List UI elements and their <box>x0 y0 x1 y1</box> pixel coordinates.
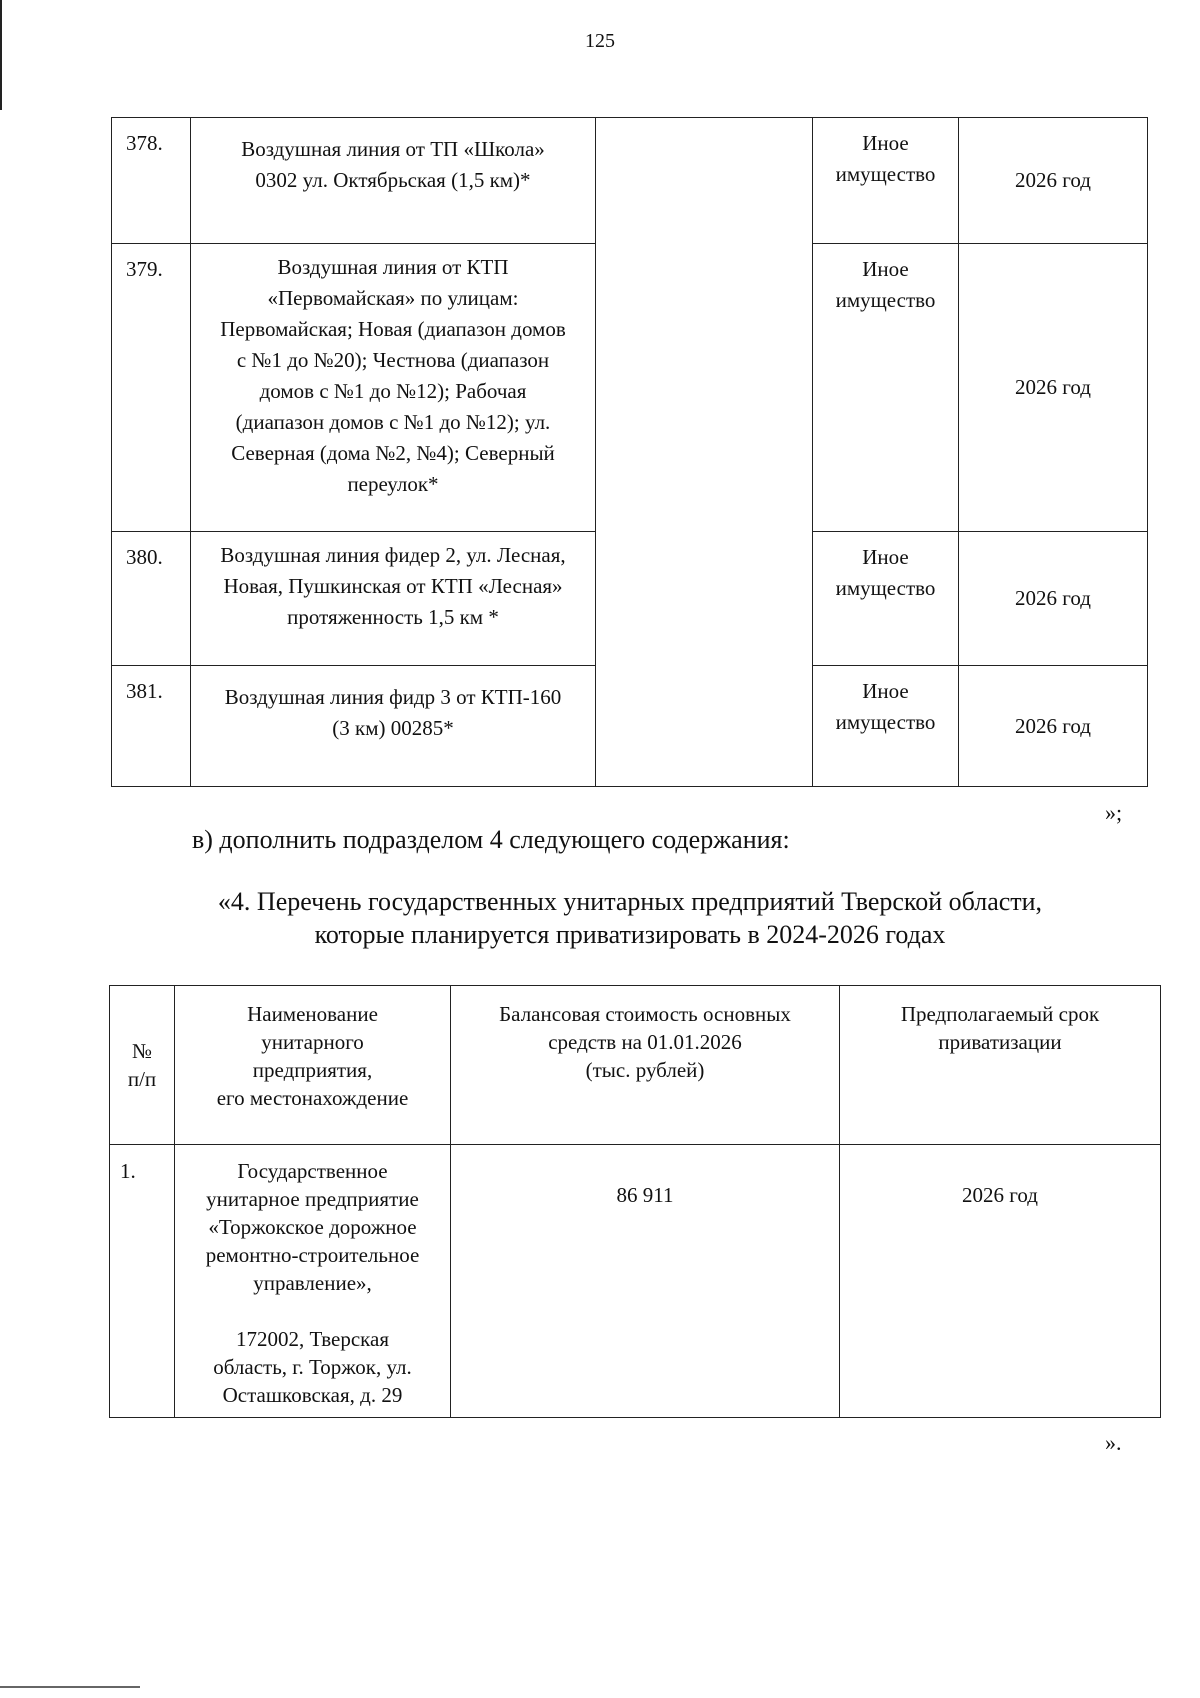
header-name: Наименование унитарного предприятия, его местонахождение <box>175 986 451 1145</box>
row-number: 379. <box>112 244 191 532</box>
subsection-intro: в) дополнить подразделом 4 следующего содержания: <box>192 825 790 854</box>
row-number: 1. <box>110 1145 175 1418</box>
scan-edge-mark <box>0 0 2 110</box>
property-kind: Иное имущество <box>813 244 959 532</box>
property-kind: Иное имущество <box>813 532 959 666</box>
closing-quote: »; <box>1105 800 1123 825</box>
section-title: «4. Перечень государственных унитарных предприятий Тверской области, которые планируется приватизировать в 2024-2026 годах <box>217 887 1043 949</box>
object-name: Воздушная линия от КТП «Первомайская» по улицам: Первомайская; Новая (диапазон домов с №1 до №20); Честнова (диапазон домов с №1 до №12); Рабочая (диапазон домов с №1 до №12); ул. Северная (дома №2, №4); Северный переулок* <box>191 244 596 532</box>
object-name: Воздушная линия фидер 2, ул. Лесная, Новая, Пушкинская от КТП «Лесная» протяженность 1,5 км * <box>191 532 596 666</box>
empty-column <box>596 118 813 787</box>
enterprise-name: Государственное унитарное предприятие «Торжокское дорожное ремонтно-строительное управление», 172002, Тверская область, г. Торжок, ул. Осташковская, д. 29 <box>175 1145 451 1418</box>
closing-quote: ». <box>1105 1430 1122 1455</box>
enterprises-table <box>109 985 1161 1418</box>
privatization-year: 2026 год <box>959 666 1148 787</box>
header-balance-value: Балансовая стоимость основных средств на 01.01.2026 (тыс. рублей) <box>451 986 840 1145</box>
row-number: 381. <box>112 666 191 787</box>
table-header-row <box>110 986 1161 1145</box>
row-number: 378. <box>112 118 191 244</box>
object-name: Воздушная линия от ТП «Школа» 0302 ул. Октябрьская (1,5 км)* <box>191 118 596 244</box>
object-name: Воздушная линия фидр 3 от КТП-160 (3 км) 00285* <box>191 666 596 787</box>
property-table <box>111 117 1148 787</box>
table-row <box>110 1145 1161 1418</box>
privatization-year: 2026 год <box>959 532 1148 666</box>
property-kind: Иное имущество <box>813 666 959 787</box>
privatization-year: 2026 год <box>959 118 1148 244</box>
table-row <box>112 118 1148 244</box>
header-number: № п/п <box>110 986 175 1145</box>
page-number: 125 <box>585 30 615 52</box>
row-number: 380. <box>112 532 191 666</box>
scan-edge-mark-bottom <box>0 1686 140 1688</box>
balance-value: 86 911 <box>451 1145 840 1418</box>
header-privatization-term: Предполагаемый срок приватизации <box>840 986 1161 1145</box>
privatization-term: 2026 год <box>840 1145 1161 1418</box>
property-kind: Иное имущество <box>813 118 959 244</box>
enterprise-address: 172002, Тверская область, г. Торжок, ул. Осташковская, д. 29 <box>213 1327 412 1407</box>
privatization-year: 2026 год <box>959 244 1148 532</box>
